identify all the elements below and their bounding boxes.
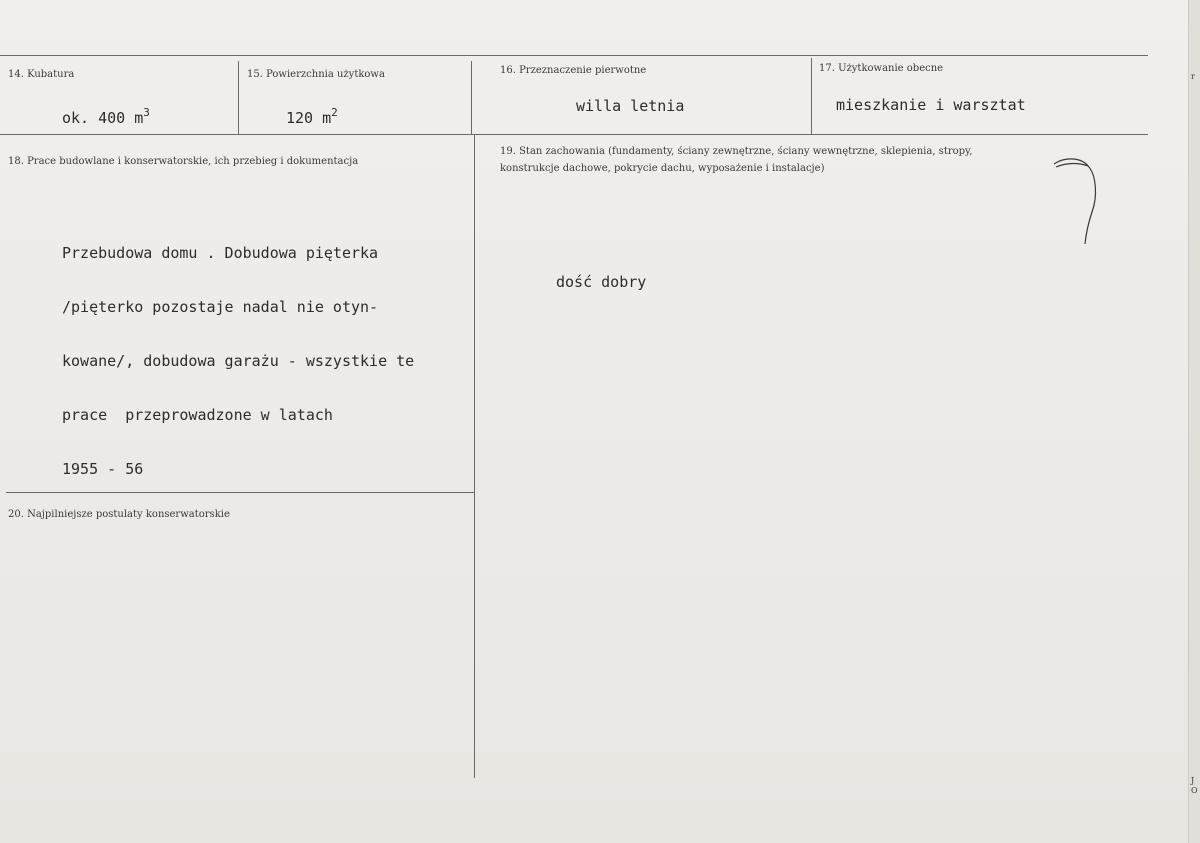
- prace-label: 18. Prace budowlane i konserwatorskie, ich przebieg i dokumentacja: [8, 156, 359, 167]
- powierzchnia-value-text: 120 m: [286, 109, 332, 127]
- stan-value: dość dobry: [556, 273, 647, 291]
- powierzchnia-unit-exponent: 2: [331, 106, 338, 119]
- divider-15-16: [471, 61, 472, 134]
- kubatura-value: [62, 106, 150, 127]
- divider-18-19: [474, 135, 475, 778]
- kubatura-label: 14. Kubatura: [8, 69, 75, 80]
- uzytkowanie-value: mieszkanie i warsztat: [836, 96, 1026, 114]
- stan-label-line1: 19. Stan zachowania (fundamenty, ściany zewnętrzne, ściany wewnętrzne, sklepienia, stropy,: [500, 146, 973, 157]
- prace-line: prace przeprowadzone w latach: [62, 406, 333, 424]
- przeznaczenie-value: willa letnia: [576, 97, 685, 115]
- edge-mark-top: r: [1191, 72, 1195, 81]
- row1-bottom-rule: [0, 134, 1148, 135]
- edge-mark-bottom-2: O: [1191, 786, 1198, 795]
- card-right-edge: [1188, 0, 1200, 843]
- kubatura-value-text: ok. 400 m: [62, 109, 144, 127]
- prace-line: /pięterko pozostaje nadal nie otyn-: [62, 298, 379, 316]
- przeznaczenie-label: 16. Przeznaczenie pierwotne: [500, 65, 647, 76]
- kubatura-unit-exponent: 3: [143, 106, 150, 119]
- powierzchnia-value: [286, 106, 338, 127]
- prace-line: Przebudowa domu . Dobudowa pięterka: [62, 244, 379, 262]
- top-rule: [0, 55, 1148, 56]
- stan-label-line2: konstrukcje dachowe, pokrycie dachu, wyposażenie i instalacje): [500, 163, 825, 174]
- uzytkowanie-label: 17. Użytkowanie obecne: [819, 63, 944, 74]
- edge-mark-bottom-1: J: [1191, 776, 1195, 785]
- powierzchnia-label: 15. Powierzchnia użytkowa: [247, 69, 385, 80]
- prace-description: [62, 208, 414, 514]
- prace-line: kowane/, dobudowa garażu - wszystkie te: [62, 352, 415, 370]
- postulaty-label: 20. Najpilniejsze postulaty konserwatorskie: [8, 509, 230, 520]
- divider-14-15: [238, 61, 239, 134]
- prace-line: 1955 - 56: [62, 460, 144, 478]
- divider-16-17: [811, 58, 812, 134]
- pen-mark: [1048, 152, 1108, 252]
